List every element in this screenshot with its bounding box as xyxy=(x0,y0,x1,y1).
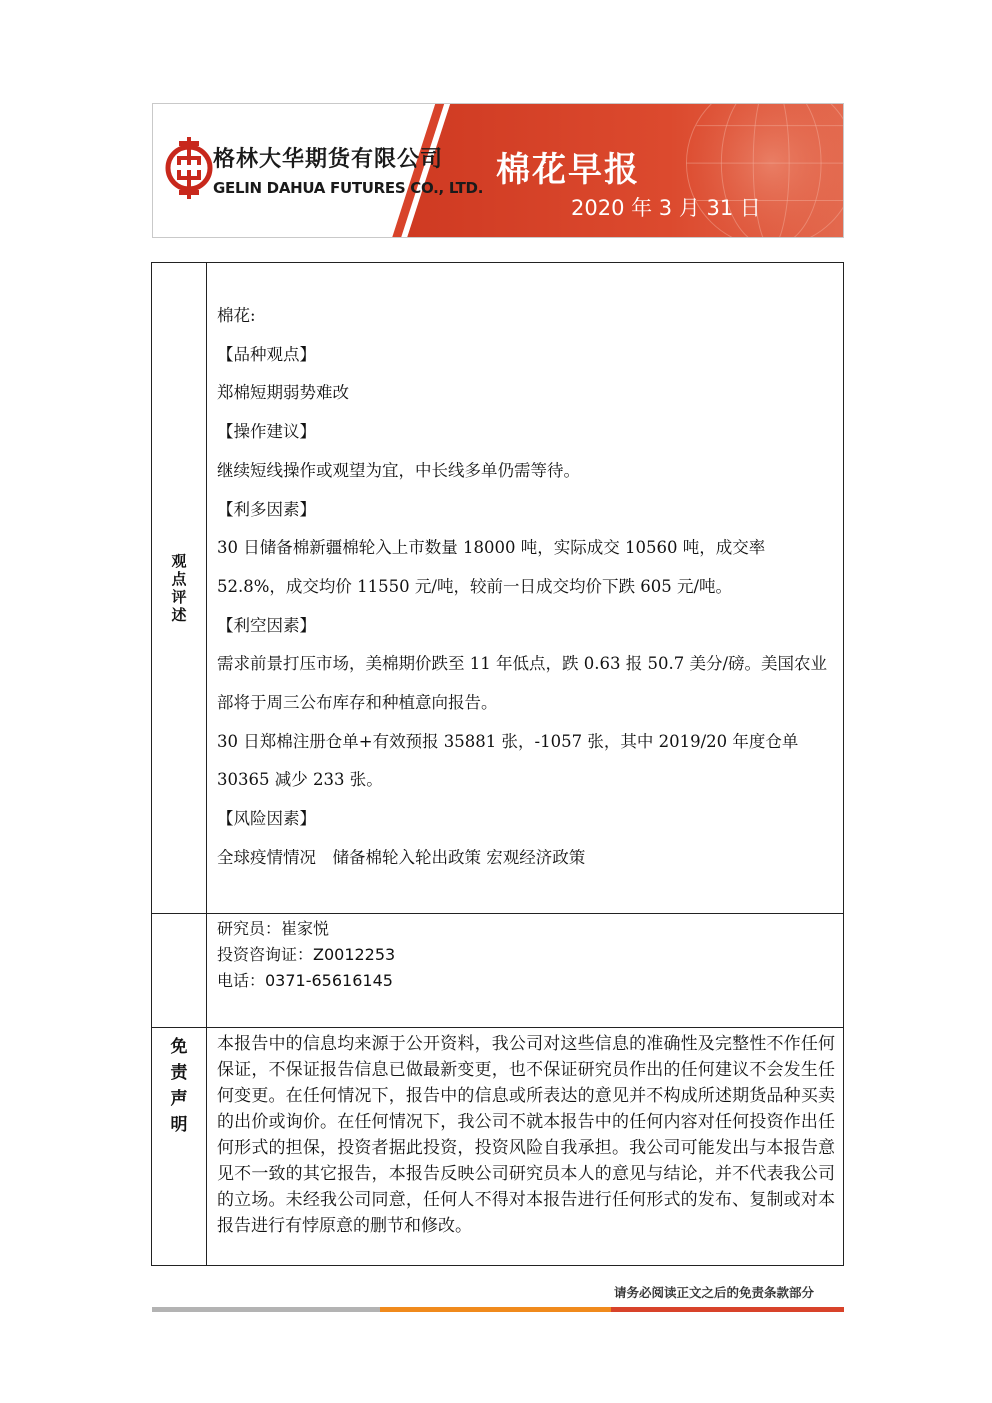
view-section-label: 观点评述 xyxy=(171,552,187,624)
risk-text: 全球疫情情况 储备棉轮入轮出政策 宏观经济政策 xyxy=(217,847,586,867)
heading-view: 【品种观点】 xyxy=(217,344,316,364)
researcher-name: 研究员：崔家悦 xyxy=(217,919,330,938)
analyst-label-cell xyxy=(152,914,207,1028)
disclaimer-cell xyxy=(207,1028,844,1266)
license-number: 投资咨询证：Z0012253 xyxy=(217,945,396,964)
footer-bar-orange xyxy=(380,1307,611,1312)
footer-bar-gray xyxy=(152,1307,380,1312)
report-table xyxy=(151,262,844,1266)
bullish-text: 30 日储备棉新疆棉轮入上市数量 18000 吨，实际成交 10560 吨，成交率 52.8%，成交均价 11550 元/吨，较前一日成交均价下跌 605 元/吨。 xyxy=(217,538,766,596)
disclaimer-label: 免责声明 xyxy=(170,1037,188,1135)
disclaimer-label-cell xyxy=(152,1028,207,1266)
phone-number: 电话：0371-65616145 xyxy=(217,971,393,990)
view-text: 郑棉短期弱势难改 xyxy=(217,383,349,403)
bearish-text-2: 30 日郑棉注册仓单+有效预报 35881 张，-1057 张，其中 2019/20 年度仓单 30365 减少 233 张。 xyxy=(217,731,799,790)
view-content xyxy=(207,263,843,902)
view-content-cell xyxy=(207,263,844,914)
analyst-cell xyxy=(207,914,844,1028)
commodity-name: 棉花: xyxy=(217,306,256,325)
company-name-cn: 格林大华期货有限公司 xyxy=(213,147,444,172)
company-logo xyxy=(165,134,213,202)
footer-note: 请务必阅读正文之后的免责条款部分 xyxy=(614,1285,815,1300)
bearish-text-1: 需求前景打压市场，美棉期价跌至 11 年低点，跌 0.63 报 50.7 美分/磅。美国农业部将于周三公布库存和种植意向报告。 xyxy=(217,654,828,713)
report-title: 棉花早报 xyxy=(496,150,640,190)
report-date: 2020 年 3 月 31 日 xyxy=(571,196,761,220)
heading-bearish: 【利空因素】 xyxy=(217,615,316,635)
view-row xyxy=(152,263,844,914)
footer-bar-red xyxy=(611,1307,844,1312)
analyst-info xyxy=(207,914,843,1018)
heading-risk: 【风险因素】 xyxy=(217,809,316,829)
advice-text: 继续短线操作或观望为宜，中长线多单仍需等待。 xyxy=(217,460,580,480)
disclaimer-row xyxy=(152,1028,844,1266)
company-name-en: GELIN DAHUA FUTURES CO., LTD. xyxy=(213,179,484,197)
report-banner xyxy=(152,103,844,238)
analyst-row xyxy=(152,914,844,1028)
heading-advice: 【操作建议】 xyxy=(217,422,316,442)
heading-bullish: 【利多因素】 xyxy=(217,499,316,519)
view-label-cell xyxy=(152,263,207,914)
footer-color-bar xyxy=(152,1307,844,1312)
disclaimer-text: 本报告中的信息均来源于公开资料，我公司对这些信息的准确性及完整性不作任何保证，不保证报告信息已做最新变更，也不保证研究员作出的任何建议不会发生任何变更。在任何情况下，报告中的信息或所表达的意见并不构成所述期货品种买卖的出价或询价。在任何情况下，我公司不就本报告中的任何内容对任何投资作出任何形式的担保，投资者据此投资，投资风险自我承担。我公司可能发出与本报告意见不一致的其它报告，本报告反映公司研究员本人的意见与结论，并不代表我公司的立场。未经我公司同意，任何人不得对本报告进行任何形式的发布、复制或对本报告进行有悖原意的删节和修改。 xyxy=(217,1034,835,1236)
